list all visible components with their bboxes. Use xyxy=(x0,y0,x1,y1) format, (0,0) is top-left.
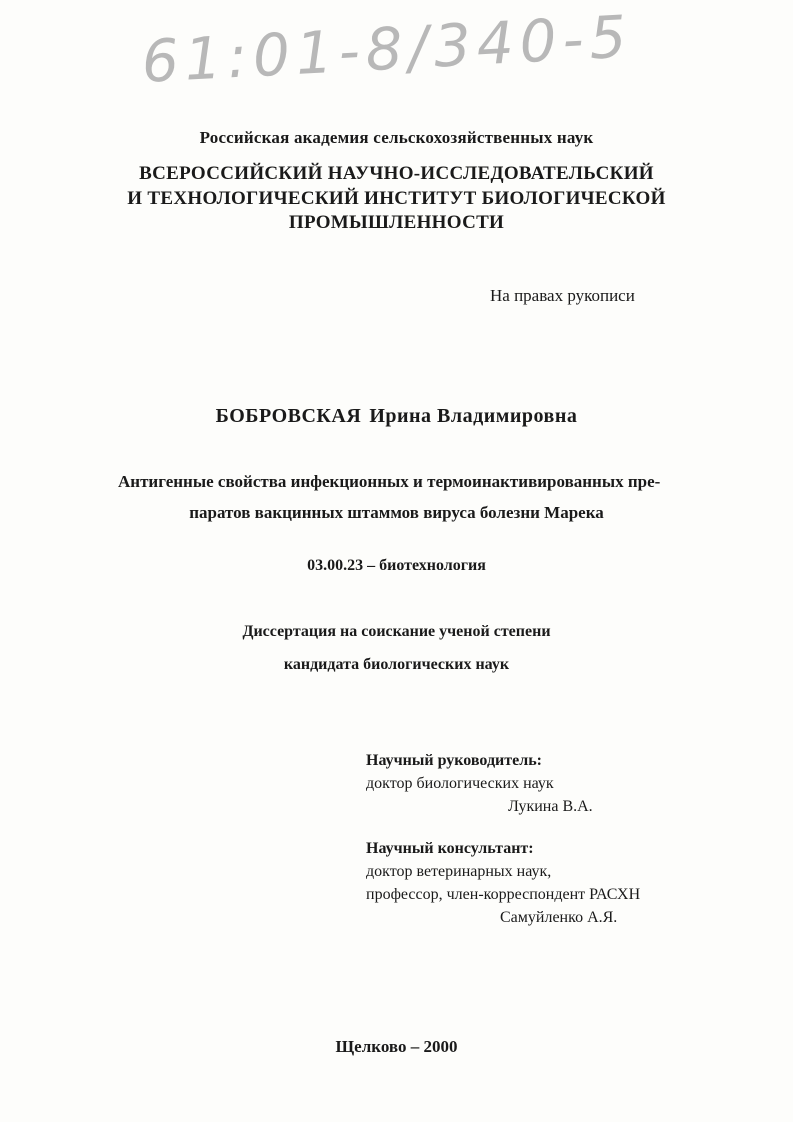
handwritten-archive-code: 61:01-8/340-5 xyxy=(140,2,634,96)
dissertation-title-line-1: Антигенные свойства инфекционных и термоинактивированных пре- xyxy=(118,472,661,491)
author-name xyxy=(0,405,793,428)
manuscript-rights-note: На правах рукописи xyxy=(490,286,635,305)
specialty-code: 03.00.23 – биотехнология xyxy=(307,557,486,574)
supervisor-name: Лукина В.А. xyxy=(508,798,593,815)
consultant-position: профессор, член-корреспондент РАСХН xyxy=(366,886,641,903)
supervisor-degree: доктор биологических наук xyxy=(366,775,554,792)
city-and-year: Щелково – 2000 xyxy=(335,1037,458,1056)
dissertation-title-line-2: паратов вакцинных штаммов вируса болезни Марека xyxy=(189,503,604,522)
academy-name: Российская академия сельскохозяйственных наук xyxy=(199,128,594,147)
degree-statement-line-2: кандидата биологических наук xyxy=(283,656,510,673)
consultant-name: Самуйленко А.Я. xyxy=(500,909,618,926)
author-surname: БОБРОВСКАЯ xyxy=(215,405,362,427)
consultant-heading: Научный консультант: xyxy=(366,840,534,857)
degree-statement-line-1: Диссертация на соискание ученой степени xyxy=(242,623,551,640)
consultant-degree: доктор ветеринарных наук, xyxy=(366,863,552,880)
author-given-names: Ирина Владимировна xyxy=(369,405,578,427)
institute-line-2: И ТЕХНОЛОГИЧЕСКИЙ ИНСТИТУТ БИОЛОГИЧЕСКОЙ xyxy=(127,188,666,209)
supervisor-heading: Научный руководитель: xyxy=(366,752,542,769)
institute-line-3: ПРОМЫШЛЕННОСТИ xyxy=(288,212,505,233)
institute-line-1: ВСЕРОССИЙСКИЙ НАУЧНО-ИССЛЕДОВАТЕЛЬСКИЙ xyxy=(139,163,654,184)
